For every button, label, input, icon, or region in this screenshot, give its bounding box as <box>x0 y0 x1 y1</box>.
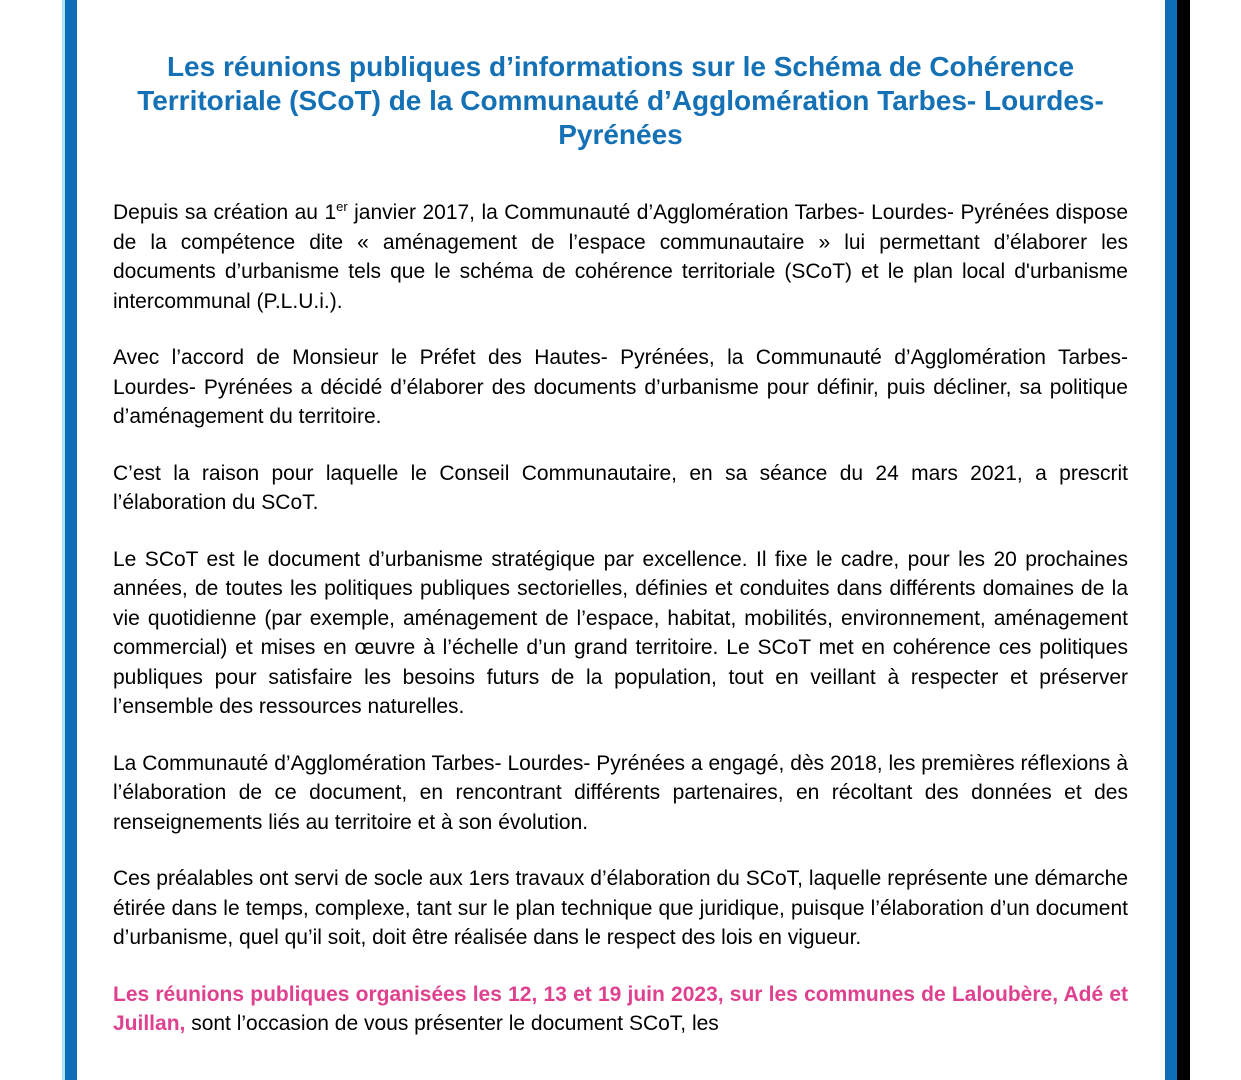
text-segment: Avec l’accord de Monsieur le Préfet des Hautes- Pyrénées, la Communauté d’Agglomération Tarbes- Lourdes- Pyrénées a décidé d’élaborer des documents d’urbanisme pour définir, puis décliner, sa politique d’aménagement du territoire. <box>113 346 1128 428</box>
paragraph <box>113 980 1128 1039</box>
paragraph <box>113 343 1128 432</box>
paragraph-list <box>113 198 1128 1039</box>
text-segment: Depuis sa création au 1 <box>113 201 337 224</box>
superscript: er <box>336 199 348 214</box>
page-border-left-blue-bar <box>65 0 77 1080</box>
paragraph <box>113 198 1128 316</box>
text-segment: Le SCoT est le document d’urbanisme stratégique par excellence. Il fixe le cadre, pour les 20 prochaines années, de toutes les politiques publiques sectorielles, définies et conduites dans différents domaines de la vie quotidienne (par exemple, aménagement de l’espace, habitat, mobilités, environnement, aménagement commercial) et mises en œuvre à l’échelle d’un grand territoire. Le SCoT met en cohérence ces politiques publiques pour satisfaire les besoins futurs de la population, tout en veillant à respecter et préserver l’ensemble des ressources naturelles. <box>113 547 1128 718</box>
document-content <box>113 50 1128 1066</box>
text-segment: Les réunions publiques organisées les 12, 13 et 19 juin 2023, sur les communes de Laloubère, Adé et Juillan, <box>113 982 1128 1035</box>
text-segment: C’est la raison pour laquelle le Conseil Communautaire, en sa séance du 24 mars 2021, a prescrit l’élaboration du SCoT. <box>113 461 1128 514</box>
text-segment: La Communauté d’Agglomération Tarbes- Lourdes- Pyrénées a engagé, dès 2018, les premières réflexions à l’élaboration de ce document, en rencontrant différents partenaires, en récoltant des données et des renseignements liés au territoire et à son évolution. <box>113 751 1128 834</box>
paragraph <box>113 749 1128 838</box>
paragraph <box>113 459 1128 518</box>
text-segment: sont l’occasion de vous présenter le document SCoT, les <box>185 1012 719 1035</box>
text-segment: Ces préalables ont servi de socle aux 1ers travaux d’élaboration du SCoT, laquelle représente une démarche étirée dans le temps, complexe, tant sur le plan technique que juridique, puisque l’élaboration d’un document d’urbanisme, quel qu’il soit, doit être réalisée dans le respect des lois en vigueur. <box>113 867 1128 949</box>
paragraph <box>113 864 1128 953</box>
page-border-right-shadow-bar <box>1177 0 1190 1080</box>
page-border-right-blue-bar <box>1165 0 1177 1080</box>
text-segment: janvier 2017, la Communauté d’Agglomération Tarbes- Lourdes- Pyrénées dispose de la compétence dite « aménagement de l’espace communautaire » lui permettant d’élaborer les documents d’urbanisme tels que le schéma de cohérence territoriale (SCoT) et le plan local d'urbanisme intercommunal (P.L.U.i.). <box>113 201 1128 313</box>
document-title: Les réunions publiques d’informations sur le Schéma de Cohérence Territoriale (SCoT) de la Communauté d’Agglomération Tarbes- Lourdes- Pyrénées <box>137 51 1104 150</box>
paragraph <box>113 545 1128 722</box>
